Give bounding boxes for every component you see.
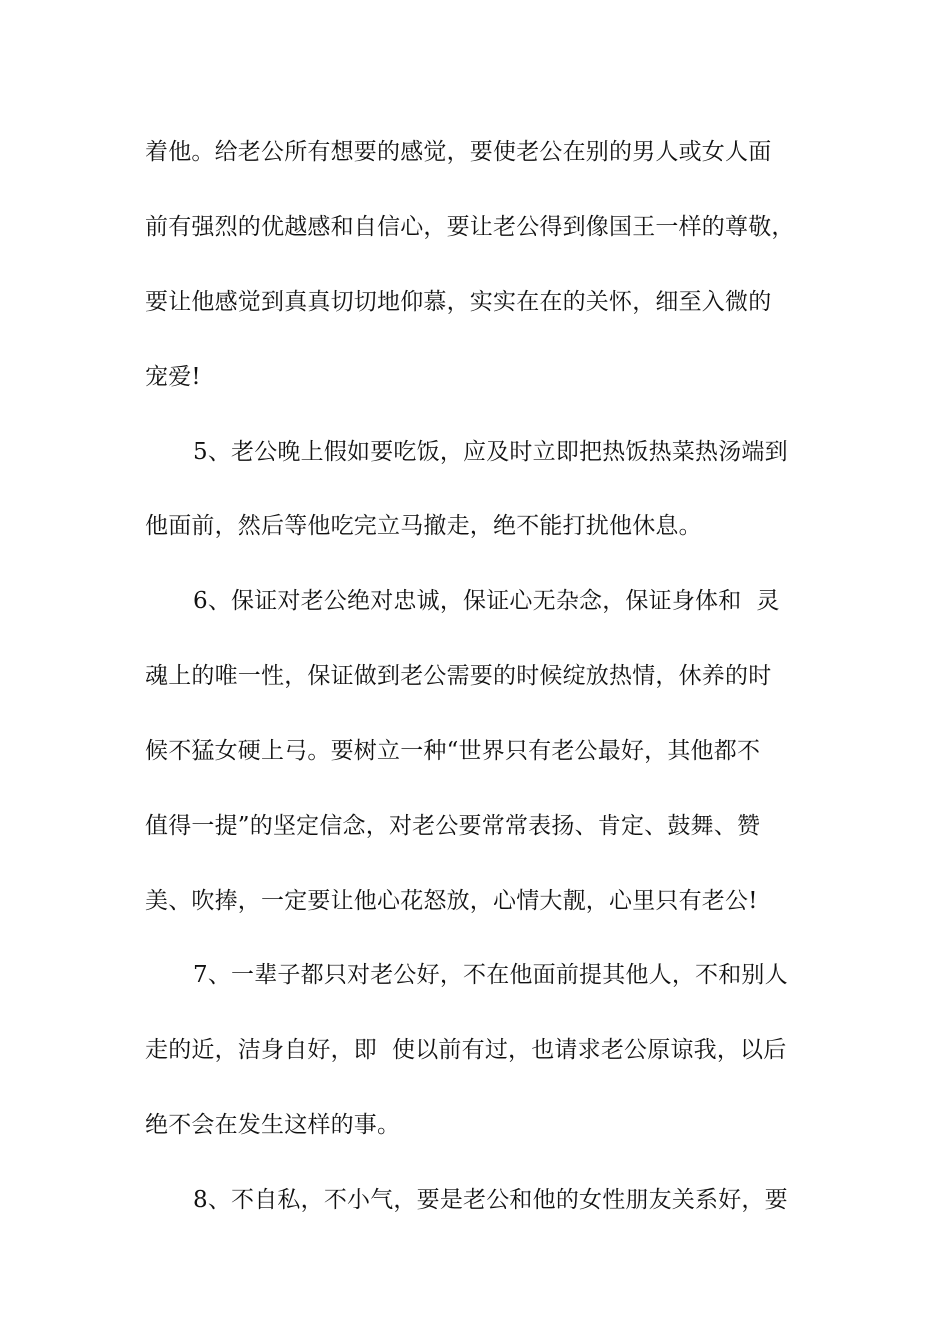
paragraph-6-line-2: 魂上的唯一性，保证做到老公需要的时候绽放热情，休养的时 — [145, 663, 772, 689]
paragraph-7-line-3: 绝不会在发生这样的事。 — [145, 1112, 401, 1138]
paragraph-7-line-2: 走的近，洁身自好，即 使以前有过，也请求老公原谅我，以后 — [145, 1037, 787, 1063]
paragraph-6-line-1: 6、保证对老公绝对忠诚，保证心无杂念，保证身体和 灵 — [193, 588, 780, 614]
paragraph-6-line-4: 值得一提”的坚定信念，对老公要常常表扬、肯定、鼓舞、赞 — [145, 813, 761, 839]
text-line-4: 宠爱! — [145, 364, 201, 390]
text-line-2: 前有强烈的优越感和自信心，要让老公得到像国王一样的尊敬， — [145, 214, 795, 240]
paragraph-6-line-3: 候不猛女硬上弓。要树立一种“世界只有老公最好，其他都不 — [145, 738, 761, 764]
text-line-1: 着他。给老公所有想要的感觉，要使老公在别的男人或女人面 — [145, 139, 772, 165]
paragraph-6-line-5: 美、吹捧，一定要让他心花怒放，心情大靓，心里只有老公! — [145, 888, 758, 914]
paragraph-7-line-1: 7、一辈子都只对老公好，不在他面前提其他人，不和别人 — [193, 962, 788, 988]
paragraph-5-line-1: 5、老公晚上假如要吃饭，应及时立即把热饭热菜热汤端到 — [193, 439, 788, 465]
paragraph-5-line-2: 他面前，然后等他吃完立马撤走，绝不能打扰他休息。 — [145, 513, 702, 539]
text-line-3: 要让他感觉到真真切切地仰慕，实实在在的关怀，细至入微的 — [145, 289, 772, 315]
paragraph-8-line-1: 8、不自私，不小气，要是老公和他的女性朋友关系好，要 — [193, 1187, 788, 1213]
